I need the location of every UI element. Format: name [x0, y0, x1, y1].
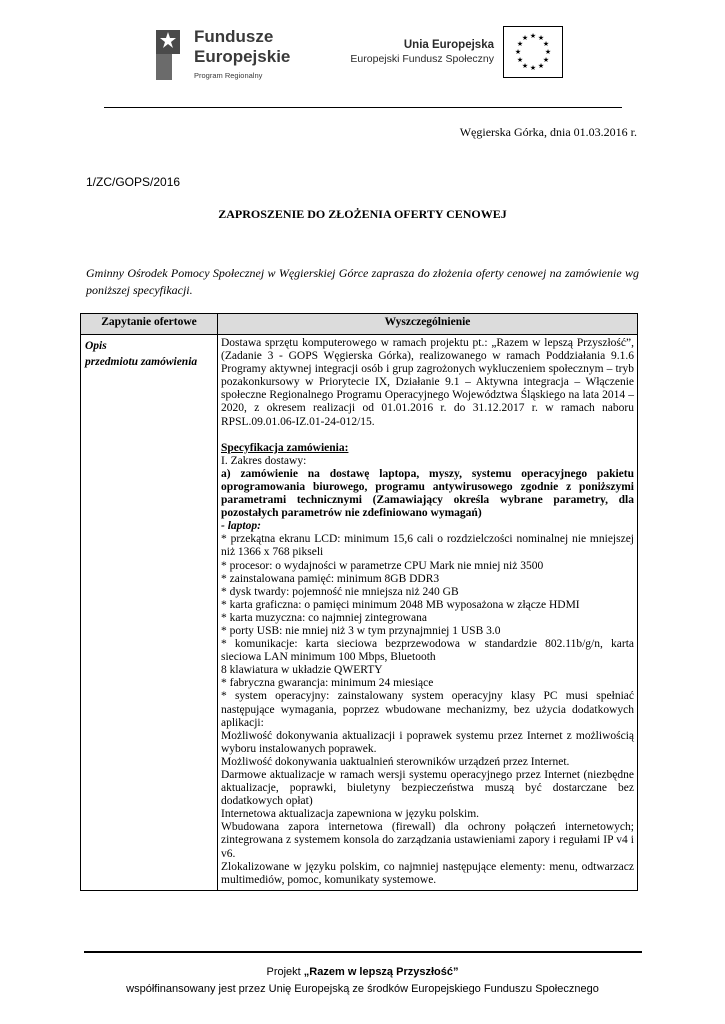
svg-text:★: ★: [516, 56, 524, 64]
document-title: ZAPROSZENIE DO ZŁOŻENIA OFERTY CENOWEJ: [218, 207, 507, 221]
list-item: * karta muzyczna: co najmniej zintegrowana: [221, 611, 427, 624]
svg-text:★: ★: [521, 34, 529, 42]
row-label-line1: Opis: [85, 340, 107, 352]
ue-logo-line2: Europejski Fundusz Społeczny: [350, 53, 494, 65]
list-item: * dysk twardy: pojemność nie mniejsza niż 240 GB: [221, 585, 459, 598]
specification-table: [80, 313, 638, 891]
list-item: * system operacyjny: zainstalowany system operacyjny klasy PC musi spełniać następujące wymagania, poprzez wbudowane mechanizmy, bez użycia dodatkowych aplikacji:: [221, 690, 634, 729]
svg-text:★: ★: [514, 48, 522, 56]
table-header-row: [81, 314, 638, 335]
svg-text:★: ★: [529, 32, 537, 40]
fe-emblem-icon: [150, 24, 190, 84]
footer-project-line: [0, 966, 725, 978]
footer-funding-line: współfinansowany jest przez Unię Europejską ze środków Europejskiego Funduszu Społecznego: [126, 983, 599, 995]
eu-flag-icon: [503, 26, 563, 78]
intro-paragraph: Gminny Ośrodek Pomocy Społecznej w Węgierskiej Górce zaprasza do złożenia oferty cenowej na zamówienie wg poniższej specyfikacji.: [86, 266, 639, 297]
list-item: Wbudowana zapora internetowa (firewall) dla ochrony połączeń internetowych; zintegrowana z systemem konsola do zarządzania ustawieniami zapory i regułami IP v4 i v6.: [221, 821, 634, 860]
list-item: * fabryczna gwarancja: minimum 24 miesiące: [221, 677, 434, 690]
footer-project-name: „Razem w lepszą Przyszłość”: [303, 966, 459, 978]
table-row: [81, 335, 638, 891]
list-item: * przekątna ekranu LCD: minimum 15,6 cali o rozdzielczości nominalnej nie mniejszej niż 1366 x 768 pikseli: [221, 533, 634, 559]
description-paragraph: Dostawa sprzętu komputerowego w ramach projektu pt.: „Razem w lepszą Przyszłość”, (Zadanie 3 - GOPS Węgierska Górka), realizowanego w ramach Poddziałania 9.1.6 Programy aktywnej integracji osób i grup zagrożonych wykluczeniem społecznym – tryb pozakonkursowy w Priorytecie IX, Działanie 9.1 – Aktywna integracja – Włączenie społeczne Regionalnego Programu Operacyjnego Województwa Śląskiego na lata 2014 – 2020, z okresem realizacji od 01.01.2016 r. do 31.12.2017 r. w ramach naboru RPSL.09.01.06-IZ.01-24-012/15.: [221, 337, 634, 428]
list-item: * porty USB: nie mniej niż 3 w tym przynajmniej 1 USB 3.0: [221, 624, 501, 637]
footer-prefix: Projekt: [266, 966, 304, 978]
list-item: * zainstalowana pamięć: minimum 8GB DDR3: [221, 572, 440, 585]
unia-europejska-logo: [346, 26, 556, 76]
svg-text:★: ★: [542, 40, 550, 48]
list-item: Internetowa aktualizacja zapewniona w języku polskim.: [221, 808, 480, 821]
svg-text:★: ★: [537, 34, 545, 42]
list-item: Możliwość dokonywania aktualizacji i poprawek systemu przez Internet z możliwością wyboru instalowanych poprawek.: [221, 729, 634, 755]
header-zapytanie: Zapytanie ofertowe: [81, 314, 218, 335]
list-item: 8 klawiatura w układzie QWERTY: [221, 664, 383, 677]
header-wyszczegolnienie: Wyszczególnienie: [218, 314, 638, 335]
svg-text:★: ★: [521, 62, 529, 70]
laptop-label: - laptop:: [221, 520, 261, 533]
ue-logo-line1: Unia Europejska: [403, 39, 494, 51]
svg-text:★: ★: [544, 48, 552, 56]
list-item: * komunikacje: karta sieciowa bezprzewodowa w standardzie 802.11b/g/n, karta sieciowa LAN minimum 100 Mbps, Bluetooth: [221, 638, 634, 664]
row-content-cell: [218, 335, 638, 891]
fe-logo-line3: Program Regionalny: [194, 71, 263, 80]
date-line: Węgierska Górka, dnia 01.03.2016 r.: [459, 125, 637, 139]
spec-heading: Specyfikacja zamówienia:: [221, 441, 349, 454]
row-label-line2: przedmiotu zamówienia: [85, 356, 198, 368]
row-label-cell: [81, 335, 218, 891]
header-divider: [104, 107, 622, 108]
scope-line: I. Zakres dostawy:: [221, 454, 307, 467]
list-item: * procesor: o wydajności w parametrze CPU Mark nie mniej niż 3500: [221, 559, 544, 572]
fe-logo-line1: Fundusze: [194, 27, 274, 46]
document-number: 1/ZC/GOPS/2016: [86, 175, 181, 189]
fundusze-europejskie-logo: [150, 24, 290, 84]
svg-text:★: ★: [529, 64, 537, 72]
fe-logo-line2: Europejskie: [194, 47, 291, 66]
list-item: Możliwość dokonywania uaktualnień sterowników urządzeń przez Internet.: [221, 755, 570, 768]
footer-divider: [84, 951, 642, 953]
list-item: * karta graficzna: o pamięci minimum 2048 MB wyposażona w złącze HDMI: [221, 598, 580, 611]
svg-text:★: ★: [542, 56, 550, 64]
svg-text:★: ★: [537, 62, 545, 70]
svg-text:★: ★: [516, 40, 524, 48]
list-item: Darmowe aktualizacje w ramach wersji systemu operacyjnego przez Internet (niezbędne aktualizacje, poprawki, biuletyny bezpieczeństwa muszą być dostarczane bez dodatkowych opłat): [221, 769, 634, 808]
list-item: Zlokalizowane w języku polskim, co najmniej następujące elementy: menu, odtwarzacz multimediów, pomoc, komunikaty systemowe.: [221, 860, 634, 886]
section-a: a) zamówienie na dostawę laptopa, myszy, systemu operacyjnego pakietu oprogramowania biurowego, programu antywirusowego zgodnie z poniższymi parametrami technicznymi (Zamawiający określa wybrane parametry, dla pozostałych parametrów nie zdefiniowano wymagań): [221, 467, 634, 520]
